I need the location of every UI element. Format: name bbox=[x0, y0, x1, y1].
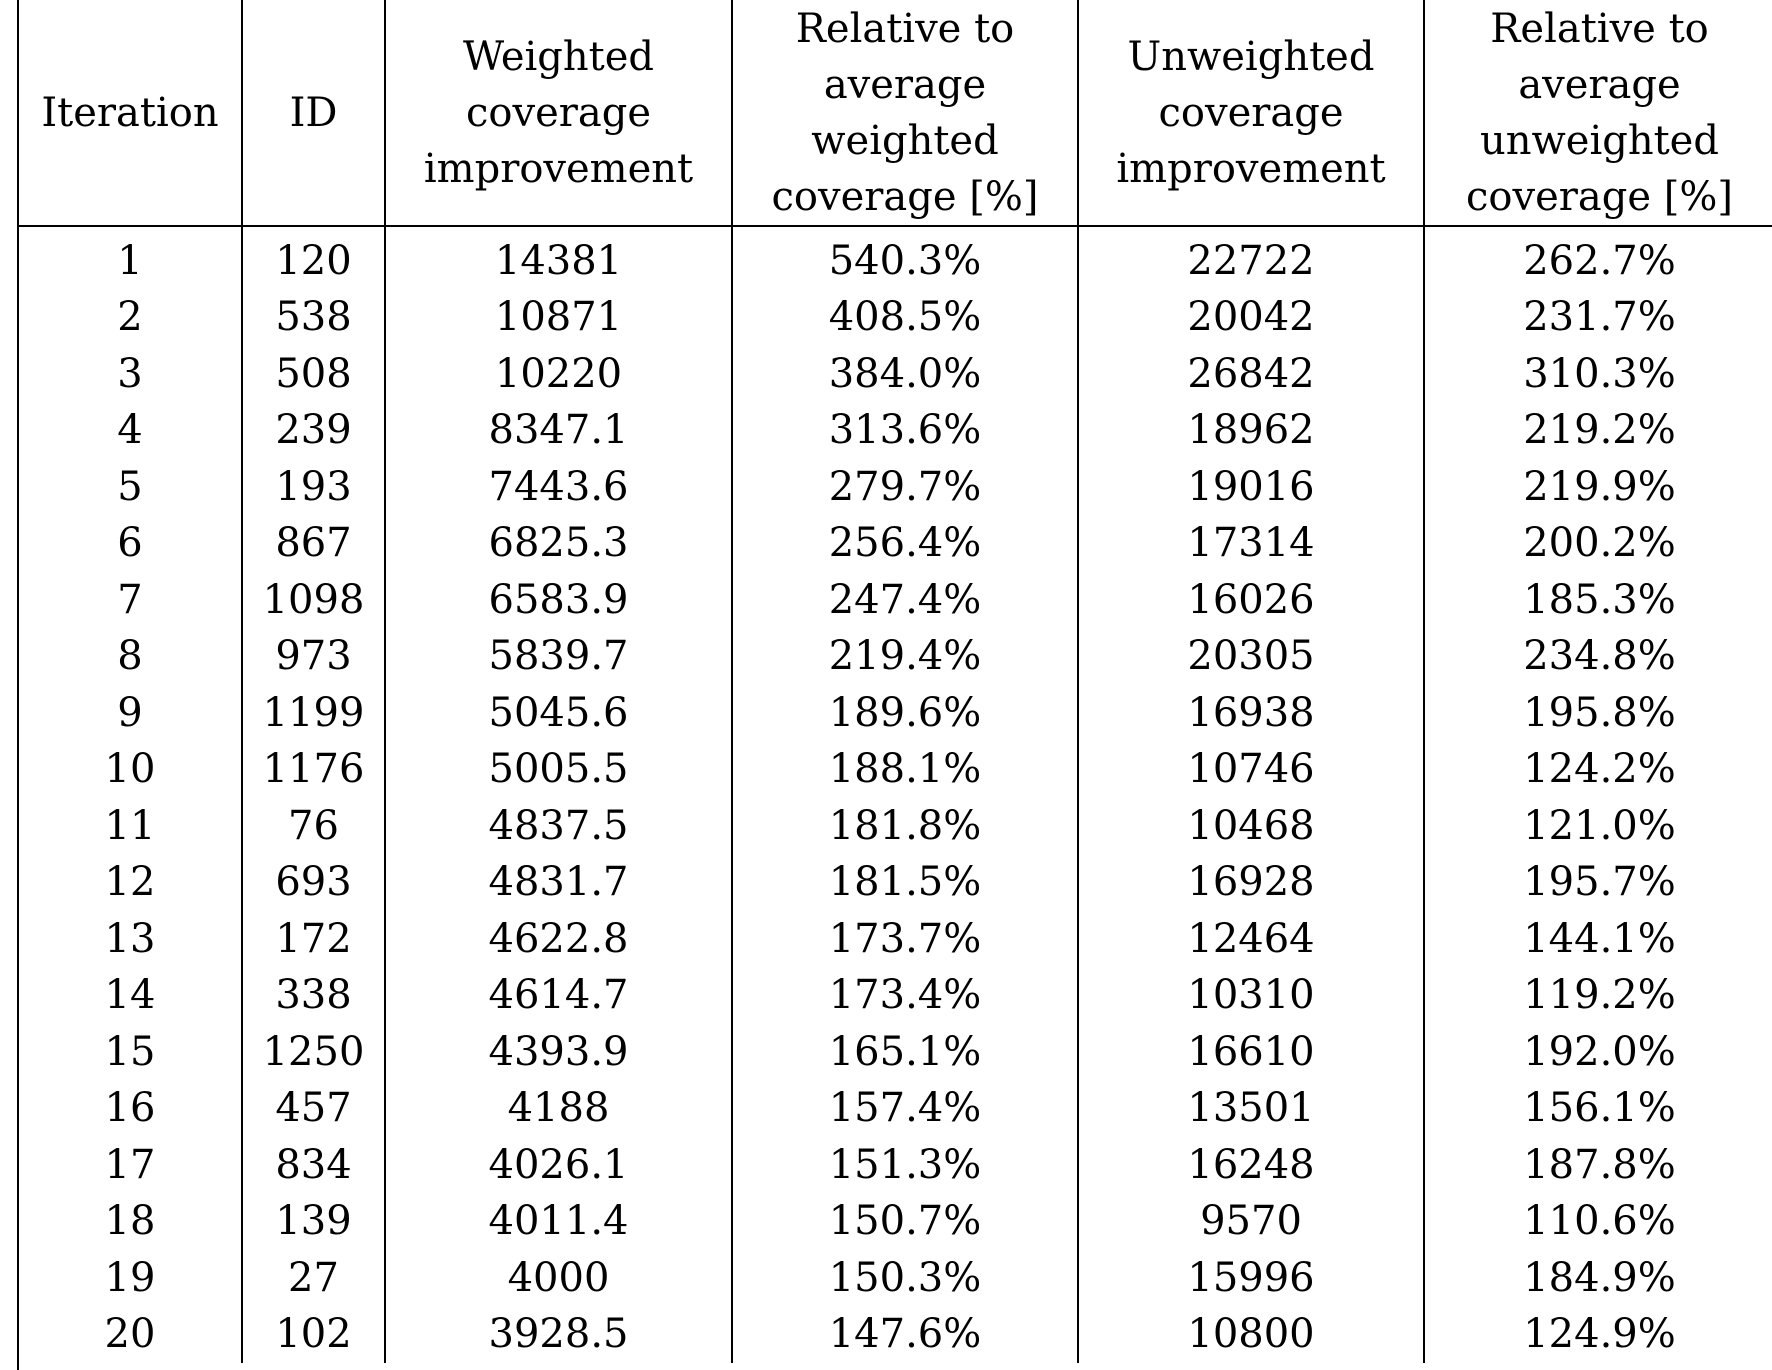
cell-id: 1176 bbox=[242, 741, 385, 798]
cell-id: 338 bbox=[242, 967, 385, 1024]
cell-id: 867 bbox=[242, 515, 385, 572]
cell-weighted-improvement: 4011.4 bbox=[385, 1193, 732, 1250]
cell-unweighted-relative: 192.0% bbox=[1523, 1028, 1676, 1075]
column-header-line: Iteration bbox=[41, 89, 219, 136]
cell-unweighted-relative: 144.1% bbox=[1523, 915, 1676, 962]
cell-iteration: 5 bbox=[19, 459, 242, 516]
cell-iteration: 4 bbox=[19, 402, 242, 459]
cell-id: 120 bbox=[242, 226, 385, 289]
cell-weighted-improvement: 8347.1 bbox=[385, 402, 732, 459]
cell-id: 102 bbox=[242, 1306, 385, 1363]
coverage-table-container bbox=[17, 0, 1772, 1370]
table-header bbox=[19, 0, 1772, 226]
cell-id: 76 bbox=[242, 798, 385, 855]
cell-iteration: 20 bbox=[19, 1306, 242, 1363]
cell-unweighted-improvement: 16610 bbox=[1078, 1024, 1424, 1081]
cell-unweighted-relative: 200.2% bbox=[1523, 520, 1676, 567]
cell-iteration: 12 bbox=[19, 854, 242, 911]
cell-weighted-relative: 247.4% bbox=[732, 572, 1078, 629]
cell-weighted-improvement: 5839.7 bbox=[385, 628, 732, 685]
cell-weighted-improvement: 4831.7 bbox=[385, 854, 732, 911]
cell-iteration: 7 bbox=[19, 572, 242, 629]
cell-unweighted-improvement: 10746 bbox=[1078, 741, 1424, 798]
cell-unweighted-improvement: 22722 bbox=[1078, 226, 1424, 289]
table-row bbox=[19, 402, 1772, 459]
cell-weighted-improvement: 4837.5 bbox=[385, 798, 732, 855]
cell-unweighted-improvement: 16026 bbox=[1078, 572, 1424, 629]
cell-weighted-relative: 147.6% bbox=[732, 1306, 1078, 1363]
cell-unweighted-relative: 195.7% bbox=[1523, 859, 1676, 906]
cell-weighted-relative: 279.7% bbox=[732, 459, 1078, 516]
cell-unweighted-improvement: 16928 bbox=[1078, 854, 1424, 911]
column-header-line: coverage [%] bbox=[771, 173, 1039, 220]
cell-iteration: 19 bbox=[19, 1250, 242, 1307]
table-row bbox=[19, 1306, 1772, 1363]
cell-id: 172 bbox=[242, 911, 385, 968]
cell-unweighted-improvement: 12464 bbox=[1078, 911, 1424, 968]
column-header-line: average bbox=[823, 61, 987, 108]
cell-unweighted-relative: 219.2% bbox=[1523, 407, 1676, 454]
cell-unweighted-improvement: 10468 bbox=[1078, 798, 1424, 855]
cell-id: 1098 bbox=[242, 572, 385, 629]
table-row bbox=[19, 1193, 1772, 1250]
cell-iteration: 8 bbox=[19, 628, 242, 685]
cell-weighted-relative: 188.1% bbox=[732, 741, 1078, 798]
cell-id: 457 bbox=[242, 1080, 385, 1137]
cell-weighted-improvement: 5005.5 bbox=[385, 741, 732, 798]
column-header-unweighted-improvement bbox=[1078, 0, 1424, 226]
cell-weighted-improvement: 10871 bbox=[385, 289, 732, 346]
cell-unweighted-improvement: 17314 bbox=[1078, 515, 1424, 572]
cell-unweighted-relative: 185.3% bbox=[1523, 576, 1676, 623]
cell-id: 1250 bbox=[242, 1024, 385, 1081]
cell-unweighted-improvement: 10310 bbox=[1078, 967, 1424, 1024]
column-header-line: Unweighted bbox=[1127, 33, 1375, 80]
cell-unweighted-improvement: 9570 bbox=[1078, 1193, 1424, 1250]
cell-weighted-relative: 540.3% bbox=[732, 226, 1078, 289]
cell-iteration: 16 bbox=[19, 1080, 242, 1137]
cell-unweighted-relative: 124.2% bbox=[1523, 746, 1676, 793]
cell-weighted-improvement: 4622.8 bbox=[385, 911, 732, 968]
table-row bbox=[19, 1080, 1772, 1137]
table-row bbox=[19, 685, 1772, 742]
cell-weighted-improvement: 4026.1 bbox=[385, 1137, 732, 1194]
cell-unweighted-relative: 219.9% bbox=[1523, 463, 1676, 510]
cell-weighted-relative: 181.5% bbox=[732, 854, 1078, 911]
cell-weighted-relative: 181.8% bbox=[732, 798, 1078, 855]
cell-weighted-relative: 313.6% bbox=[732, 402, 1078, 459]
table-row bbox=[19, 628, 1772, 685]
cell-unweighted-relative: 262.7% bbox=[1523, 238, 1676, 284]
cell-unweighted-improvement: 26842 bbox=[1078, 346, 1424, 403]
cell-unweighted-improvement: 20305 bbox=[1078, 628, 1424, 685]
cell-weighted-relative: 219.4% bbox=[732, 628, 1078, 685]
cell-id: 239 bbox=[242, 402, 385, 459]
table-row bbox=[19, 1250, 1772, 1307]
column-header-unweighted-relative bbox=[1424, 0, 1772, 226]
cell-weighted-improvement: 4000 bbox=[385, 1250, 732, 1307]
cell-iteration: 11 bbox=[19, 798, 242, 855]
cell-unweighted-improvement: 13501 bbox=[1078, 1080, 1424, 1137]
column-header-line: improvement bbox=[1116, 145, 1386, 192]
cell-id: 508 bbox=[242, 346, 385, 403]
table-row bbox=[19, 572, 1772, 629]
cell-id: 139 bbox=[242, 1193, 385, 1250]
table-row bbox=[19, 346, 1772, 403]
cell-iteration: 15 bbox=[19, 1024, 242, 1081]
cell-weighted-improvement: 4393.9 bbox=[385, 1024, 732, 1081]
cell-weighted-improvement: 7443.6 bbox=[385, 459, 732, 516]
cell-iteration: 1 bbox=[19, 226, 242, 289]
cell-id: 973 bbox=[242, 628, 385, 685]
cell-id: 27 bbox=[242, 1250, 385, 1307]
cell-unweighted-relative: 119.2% bbox=[1523, 972, 1676, 1019]
cell-weighted-relative: 384.0% bbox=[732, 346, 1078, 403]
cell-id: 1199 bbox=[242, 685, 385, 742]
column-header-line: unweighted bbox=[1480, 117, 1719, 164]
cell-weighted-relative: 408.5% bbox=[732, 289, 1078, 346]
cell-weighted-relative: 165.1% bbox=[732, 1024, 1078, 1081]
cell-unweighted-improvement: 10800 bbox=[1078, 1306, 1424, 1363]
table-row bbox=[19, 515, 1772, 572]
cell-unweighted-relative: 110.6% bbox=[1523, 1198, 1676, 1245]
column-header-line: ID bbox=[289, 89, 338, 136]
cell-iteration: 2 bbox=[19, 289, 242, 346]
cell-unweighted-relative: 124.9% bbox=[1523, 1311, 1676, 1358]
cell-iteration: 9 bbox=[19, 685, 242, 742]
cell-unweighted-relative: 184.9% bbox=[1523, 1254, 1676, 1301]
cell-iteration: 6 bbox=[19, 515, 242, 572]
cell-unweighted-relative: 234.8% bbox=[1523, 633, 1676, 680]
column-header-line: Relative to bbox=[1490, 5, 1709, 52]
cell-iteration: 14 bbox=[19, 967, 242, 1024]
cell-unweighted-relative: 187.8% bbox=[1523, 1141, 1676, 1188]
cell-unweighted-relative: 121.0% bbox=[1523, 802, 1676, 849]
cell-unweighted-improvement: 19016 bbox=[1078, 459, 1424, 516]
cell-unweighted-relative: 156.1% bbox=[1523, 1085, 1676, 1132]
table-row bbox=[19, 1024, 1772, 1081]
coverage-improvement-table bbox=[19, 0, 1772, 1363]
column-header-line: coverage [%] bbox=[1466, 173, 1733, 220]
column-header-line: Weighted bbox=[462, 33, 655, 80]
cell-iteration: 10 bbox=[19, 741, 242, 798]
cell-iteration: 17 bbox=[19, 1137, 242, 1194]
table-row bbox=[19, 911, 1772, 968]
cell-unweighted-improvement: 20042 bbox=[1078, 289, 1424, 346]
table-row bbox=[19, 289, 1772, 346]
cell-weighted-improvement: 14381 bbox=[385, 226, 732, 289]
table-row bbox=[19, 854, 1772, 911]
cell-weighted-improvement: 4188 bbox=[385, 1080, 732, 1137]
cell-unweighted-relative: 310.3% bbox=[1523, 350, 1676, 397]
column-header-weighted-improvement bbox=[385, 0, 732, 226]
table-row bbox=[19, 226, 1772, 289]
cell-unweighted-improvement: 18962 bbox=[1078, 402, 1424, 459]
column-header-id bbox=[242, 0, 385, 226]
cell-id: 538 bbox=[242, 289, 385, 346]
cell-weighted-relative: 151.3% bbox=[732, 1137, 1078, 1194]
cell-weighted-relative: 189.6% bbox=[732, 685, 1078, 742]
cell-weighted-relative: 157.4% bbox=[732, 1080, 1078, 1137]
header-row bbox=[19, 0, 1772, 226]
cell-weighted-relative: 173.7% bbox=[732, 911, 1078, 968]
cell-weighted-relative: 150.7% bbox=[732, 1193, 1078, 1250]
column-header-weighted-relative bbox=[732, 0, 1078, 226]
cell-unweighted-relative: 195.8% bbox=[1523, 689, 1676, 736]
cell-unweighted-improvement: 15996 bbox=[1078, 1250, 1424, 1307]
table-row bbox=[19, 1137, 1772, 1194]
column-header-iteration bbox=[19, 0, 242, 226]
cell-weighted-improvement: 6583.9 bbox=[385, 572, 732, 629]
column-header-line: improvement bbox=[423, 145, 694, 192]
cell-unweighted-improvement: 16248 bbox=[1078, 1137, 1424, 1194]
table-row bbox=[19, 798, 1772, 855]
column-header-line: coverage bbox=[1158, 89, 1344, 136]
cell-iteration: 3 bbox=[19, 346, 242, 403]
table-row bbox=[19, 459, 1772, 516]
cell-iteration: 13 bbox=[19, 911, 242, 968]
cell-weighted-improvement: 3928.5 bbox=[385, 1306, 732, 1363]
column-header-line: average bbox=[1518, 61, 1681, 108]
cell-weighted-relative: 173.4% bbox=[732, 967, 1078, 1024]
cell-unweighted-relative: 231.7% bbox=[1523, 294, 1676, 341]
cell-weighted-relative: 150.3% bbox=[732, 1250, 1078, 1307]
cell-iteration: 18 bbox=[19, 1193, 242, 1250]
cell-id: 193 bbox=[242, 459, 385, 516]
cell-weighted-improvement: 5045.6 bbox=[385, 685, 732, 742]
cell-id: 834 bbox=[242, 1137, 385, 1194]
cell-weighted-improvement: 10220 bbox=[385, 346, 732, 403]
cell-id: 693 bbox=[242, 854, 385, 911]
column-header-line: weighted bbox=[811, 117, 999, 164]
cell-weighted-improvement: 6825.3 bbox=[385, 515, 732, 572]
table-row bbox=[19, 967, 1772, 1024]
column-header-line: Relative to bbox=[795, 5, 1015, 52]
table-body bbox=[19, 226, 1772, 1363]
cell-unweighted-improvement: 16938 bbox=[1078, 685, 1424, 742]
column-header-line: coverage bbox=[466, 89, 651, 136]
table-row bbox=[19, 741, 1772, 798]
cell-weighted-improvement: 4614.7 bbox=[385, 967, 732, 1024]
cell-weighted-relative: 256.4% bbox=[732, 515, 1078, 572]
